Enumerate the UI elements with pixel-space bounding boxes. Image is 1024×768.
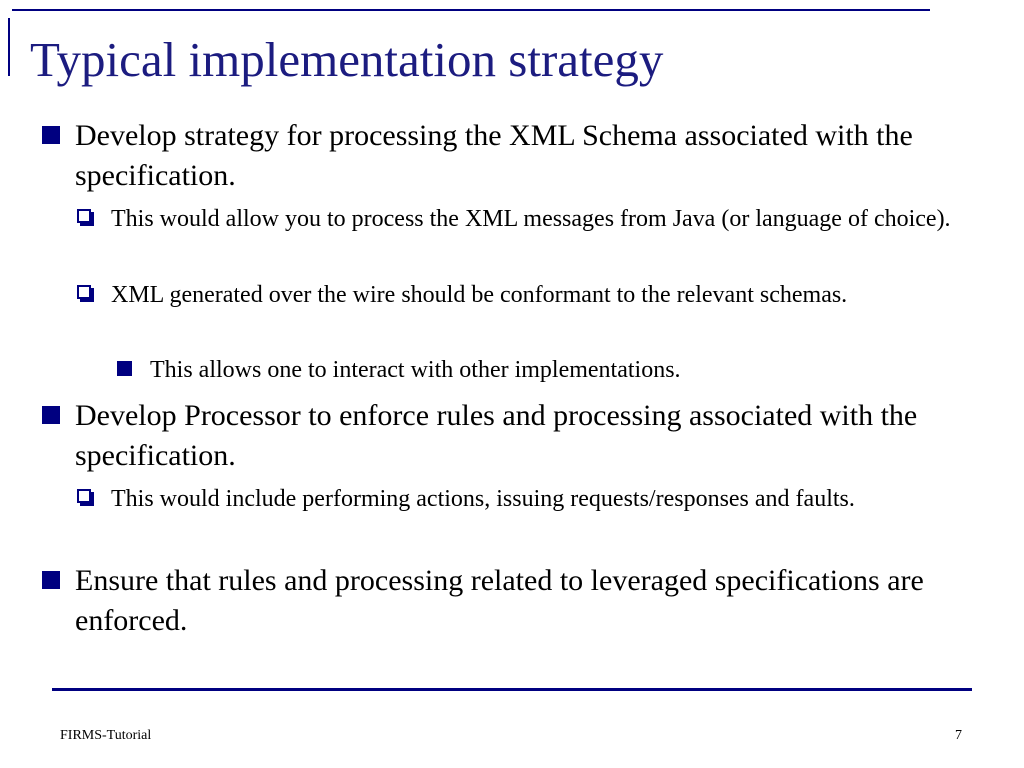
square-bullet-icon xyxy=(117,361,132,376)
bullet-item: Develop strategy for processing the XML Schema associated with the specification. xyxy=(75,119,913,192)
footer-rule xyxy=(52,688,972,691)
sub-sub-bullet-item: This allows one to interact with other implementations. xyxy=(150,357,681,383)
sub-bullet-item: XML generated over the wire should be conformant to the relevant schemas. xyxy=(111,282,848,308)
slide-title: Typical implementation strategy xyxy=(30,32,664,87)
sub-bullet-item: This would include performing actions, issuing requests/responses and faults. xyxy=(111,486,855,512)
hollow-square-bullet-icon xyxy=(77,489,91,503)
footer-title: FIRMS-Tutorial xyxy=(60,728,152,743)
page-number: 7 xyxy=(955,728,962,743)
hollow-square-bullet-icon xyxy=(77,209,91,223)
square-bullet-icon xyxy=(42,406,60,424)
hollow-square-bullet-icon xyxy=(77,285,91,299)
bullet-item: Ensure that rules and processing related to leveraged specifications are enforced. xyxy=(75,564,924,637)
square-bullet-icon xyxy=(42,571,60,589)
sub-bullet-item: This would allow you to process the XML messages from Java (or language of choice). xyxy=(111,206,951,232)
square-bullet-icon xyxy=(42,126,60,144)
bullet-item: Develop Processor to enforce rules and processing associated with the specification. xyxy=(75,399,918,472)
